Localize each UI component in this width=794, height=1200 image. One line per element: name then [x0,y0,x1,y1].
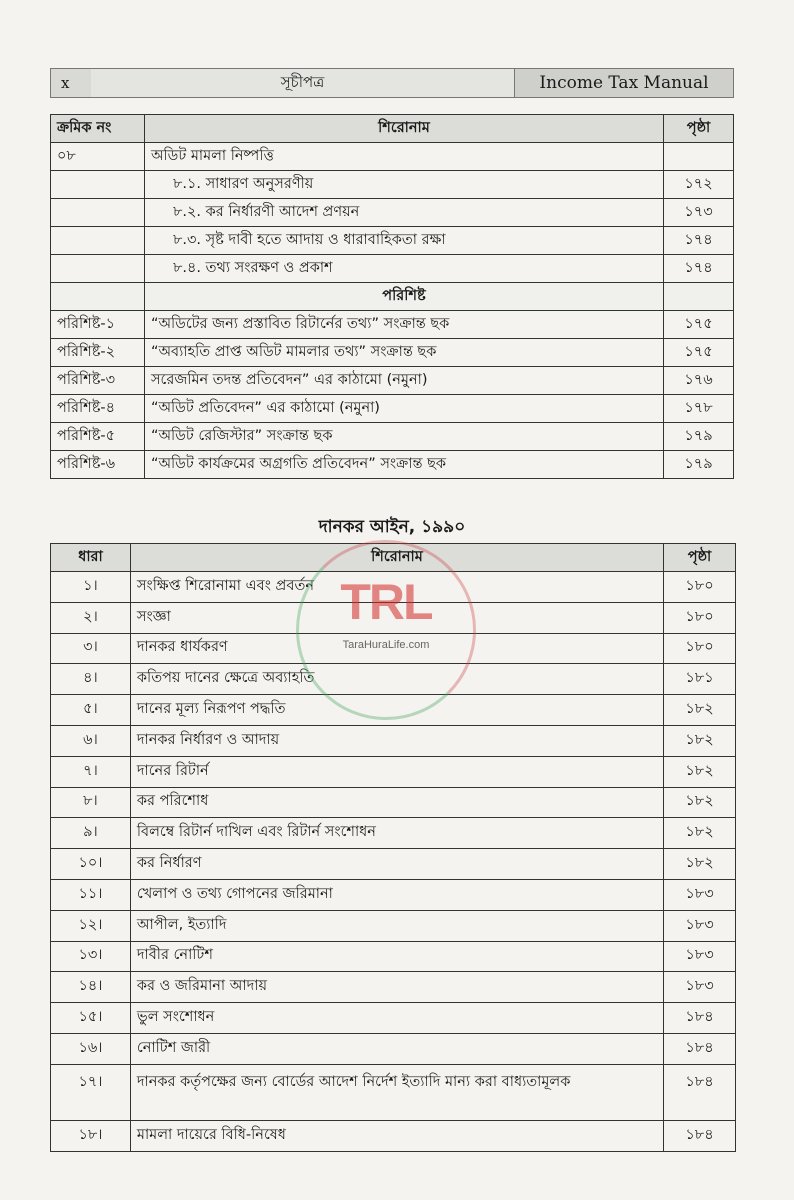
row-number: ১। [51,572,131,603]
row-number [51,199,145,227]
table-row [51,879,736,910]
table-row [51,725,736,756]
table-row [51,572,736,603]
row-page: ১৭৫ [664,311,734,339]
row-title: কতিপয় দানের ক্ষেত্রে অব্যাহতি [130,664,663,695]
table-row [51,311,734,339]
table-row [51,664,736,695]
row-page: ১৮২ [664,849,736,880]
row-number: ১৪। [51,972,131,1003]
row-title: সংজ্ঞা [130,602,663,633]
row-page: ১৮৩ [664,910,736,941]
row-page [664,143,734,171]
row-title: ৮.৪. তথ্য সংরক্ষণ ও প্রকাশ [144,255,663,283]
row-page: ১৮৩ [664,972,736,1003]
gift-tax-heading: দানকর আইন, ১৯৯০ [318,517,466,537]
table-row [51,818,736,849]
row-page: ১৮০ [664,633,736,664]
row-number: ১৫। [51,1003,131,1034]
table-row [51,787,736,818]
table-row [51,849,736,880]
table-row [51,695,736,726]
row-page: ১৮৩ [664,941,736,972]
row-title: সংক্ষিপ্ত শিরোনামা এবং প্রবর্তন [130,572,663,603]
row-number: ৫। [51,695,131,726]
row-page: ১৮৪ [664,1064,736,1120]
row-title: দাবীর নোটিশ [130,941,663,972]
table-row [51,941,736,972]
row-page: ১৮২ [664,756,736,787]
row-title: মামলা দায়েরে বিধি-নিষেধ [130,1120,663,1151]
page-header [50,68,734,98]
row-number: পরিশিষ্ট-১ [51,311,145,339]
table-row [51,367,734,395]
appendix-heading: পরিশিষ্ট [144,283,663,311]
row-number: পরিশিষ্ট-৩ [51,367,145,395]
gift-tax-contents-table [50,543,736,1152]
row-number: ৯। [51,818,131,849]
row-page: ১৭৬ [664,367,734,395]
row-title: আপীল, ইত্যাদি [130,910,663,941]
table-row [51,1064,736,1120]
page-number: x [61,74,70,92]
row-title: দানকর নির্ধারণ ও আদায় [130,725,663,756]
row-page: ১৭২ [664,171,734,199]
table-row [51,339,734,367]
row-page: ১৭৪ [664,255,734,283]
row-number [51,171,145,199]
table-row [51,451,734,479]
table-row [51,1120,736,1151]
row-title: “অডিটের জন্য প্রস্তাবিত রিটার্নের তথ্য” সংক্রান্ত ছক [144,311,663,339]
table-row [51,227,734,255]
column-header-page: পৃষ্ঠা [664,115,734,143]
row-number: ৭। [51,756,131,787]
row-title: সরেজমিন তদন্ত প্রতিবেদন” এর কাঠামো (নমুনা) [144,367,663,395]
row-number: পরিশিষ্ট-২ [51,339,145,367]
table-row [51,972,736,1003]
table-row [51,171,734,199]
table-row [51,1033,736,1064]
table-row [51,756,736,787]
column-header-page: পৃষ্ঠা [664,544,736,572]
row-title: দানের রিটার্ন [130,756,663,787]
watermark-site: TaraHuraLife.com [342,639,430,651]
row-title: ৮.১. সাধারণ অনুসরণীয় [144,171,663,199]
row-number: ১০। [51,849,131,880]
row-number: ৪। [51,664,131,695]
row-number: ১৭। [51,1064,131,1120]
column-header-title: শিরোনাম [144,115,663,143]
row-number: ৮। [51,787,131,818]
table-row [51,633,736,664]
row-page: ১৭৩ [664,199,734,227]
table-row [51,423,734,451]
row-title: “অডিট কার্যক্রমের অগ্রগতি প্রতিবেদন” সংক্রান্ত ছক [144,451,663,479]
row-title: ভুল সংশোধন [130,1003,663,1034]
row-page: ১৮৪ [664,1003,736,1034]
row-title: নোটিশ জারী [130,1033,663,1064]
row-page: ১৮১ [664,664,736,695]
row-title: কর নির্ধারণ [130,849,663,880]
table-row [51,143,734,171]
row-page: ১৭৯ [664,423,734,451]
row-number: পরিশিষ্ট-৪ [51,395,145,423]
table-row [51,910,736,941]
section-title: সূচীপত্র [91,69,514,97]
row-title: দানকর ধার্যকরণ [130,633,663,664]
row-number: ১১। [51,879,131,910]
row-page: ১৮৪ [664,1120,736,1151]
row-page: ১৮২ [664,695,736,726]
audit-contents-table [50,114,734,479]
table-row [51,602,736,633]
row-title: বিলম্বে রিটার্ন দাখিল এবং রিটার্ন সংশোধন [130,818,663,849]
row-title: খেলাপ ও তথ্য গোপনের জরিমানা [130,879,663,910]
row-number: ৩। [51,633,131,664]
row-page: ১৮০ [664,602,736,633]
row-number: ০৮ [51,143,145,171]
row-number: ৬। [51,725,131,756]
table-row [51,395,734,423]
row-title: অডিট মামলা নিষ্পত্তি [144,143,663,171]
row-number: ১৮। [51,1120,131,1151]
row-number: ১২। [51,910,131,941]
row-title: দানের মূল্য নিরূপণ পদ্ধতি [130,695,663,726]
row-number: ১৬। [51,1033,131,1064]
row-title: ৮.২. কর নির্ধারণী আদেশ প্রণয়ন [144,199,663,227]
row-page: ১৭৮ [664,395,734,423]
row-title: “অডিট প্রতিবেদন” এর কাঠামো (নমুনা) [144,395,663,423]
row-title: ৮.৩. সৃষ্ট দাবী হতে আদায় ও ধারাবাহিকতা রক্ষা [144,227,663,255]
row-page: ১৭৪ [664,227,734,255]
row-page: ১৭৯ [664,451,734,479]
row-title: “অডিট রেজিস্টার” সংক্রান্ত ছক [144,423,663,451]
row-title: কর পরিশোধ [130,787,663,818]
row-page: ১৮৪ [664,1033,736,1064]
row-page: ১৮০ [664,572,736,603]
row-number: ২। [51,602,131,633]
table-row [51,1003,736,1034]
row-title: কর ও জরিমানা আদায় [130,972,663,1003]
row-page: ১৭৫ [664,339,734,367]
column-header-title: শিরোনাম [130,544,663,572]
row-number [51,255,145,283]
row-page: ১৮৩ [664,879,736,910]
row-title: দানকর কর্তৃপক্ষের জন্য বোর্ডের আদেশ নির্দেশ ইত্যাদি মান্য করা বাধ্যতামূলক [130,1064,663,1120]
row-title: “অব্যাহতি প্রাপ্ত অডিট মামলার তথ্য” সংক্রান্ত ছক [144,339,663,367]
table-row [51,199,734,227]
appendix-section-row [51,283,734,311]
table-row [51,255,734,283]
row-page: ১৮২ [664,818,736,849]
column-header-serial: ক্রমিক নং [51,115,145,143]
row-page: ১৮২ [664,725,736,756]
row-number: পরিশিষ্ট-৬ [51,451,145,479]
row-number [51,227,145,255]
column-header-section: ধারা [51,544,131,572]
row-number: পরিশিষ্ট-৫ [51,423,145,451]
watermark-logo-text: TRL [340,574,432,630]
row-number: ১৩। [51,941,131,972]
row-page: ১৮২ [664,787,736,818]
book-title: Income Tax Manual [514,69,733,97]
